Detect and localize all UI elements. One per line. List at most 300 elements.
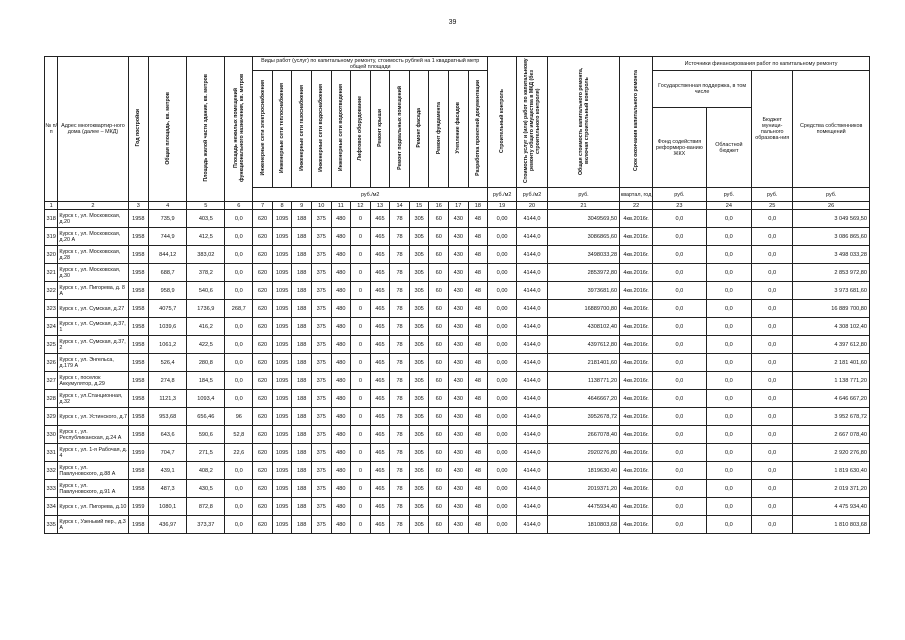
total-area-cell: 1080,1 (149, 498, 187, 516)
work-cost-cell: 620 (253, 246, 273, 264)
regional-cell: 0,0 (706, 390, 751, 408)
header-own: Средства собственников помещений (793, 71, 870, 188)
work-cost-cell: 430 (449, 516, 469, 534)
header-term: Срок окончания капитального ремонта (620, 57, 653, 188)
regional-cell: 0,0 (706, 462, 751, 480)
table-row (45, 354, 870, 372)
construction-control-cell: 0,00 (488, 228, 517, 246)
work-cost-cell: 78 (390, 372, 410, 390)
work-cost-cell: 430 (449, 246, 469, 264)
work-cost-cell: 375 (311, 210, 331, 228)
address-cell: Курск г., ул. Павлуновского, д.88 А (58, 462, 128, 480)
table-row (45, 264, 870, 282)
term-cell: 4кв.2016г. (620, 372, 653, 390)
column-number: 12 (351, 202, 371, 210)
year-cell: 1958 (128, 246, 149, 264)
table-row (45, 318, 870, 336)
fund-cell: 0,0 (653, 264, 707, 282)
work-cost-cell: 60 (429, 498, 449, 516)
construction-control-cell: 0,00 (488, 444, 517, 462)
work-cost-cell: 78 (390, 336, 410, 354)
term-cell: 4кв.2016г. (620, 462, 653, 480)
work-cost-cell: 78 (390, 516, 410, 534)
header-fund: Фонд содействия реформиро-ванию ЖКХ (653, 108, 707, 188)
work-cost-cell: 480 (331, 318, 351, 336)
work-cost-cell: 620 (253, 300, 273, 318)
construction-control-cell: 0,00 (488, 300, 517, 318)
column-number: 10 (311, 202, 331, 210)
header-work-7: Ремонт подвальных помещений (390, 71, 410, 188)
year-cell: 1958 (128, 516, 149, 534)
own-funds-cell: 4 646 667,20 (793, 390, 870, 408)
header-works-group: Виды работ (услуг) по капитальному ремонту, стоимость рублей на 1 квадратный метр общей площади (253, 57, 488, 71)
work-cost-cell: 0 (351, 516, 371, 534)
term-cell: 4кв.2016г. (620, 318, 653, 336)
municipal-cell: 0,0 (752, 264, 793, 282)
living-area-cell: 184,5 (187, 372, 225, 390)
table-row (45, 228, 870, 246)
work-cost-cell: 480 (331, 390, 351, 408)
work-cost-cell: 1095 (272, 462, 292, 480)
table-row (45, 408, 870, 426)
work-cost-cell: 48 (468, 228, 488, 246)
work-cost-cell: 430 (449, 426, 469, 444)
work-cost-cell: 375 (311, 498, 331, 516)
living-area-cell: 412,5 (187, 228, 225, 246)
construction-control-cell: 0,00 (488, 354, 517, 372)
address-cell: Курск г., ул. Пигорева, д. 8 А (58, 282, 128, 300)
column-number: 1 (45, 202, 58, 210)
work-cost-cell: 465 (370, 336, 390, 354)
living-area-cell: 430,5 (187, 480, 225, 498)
work-cost-cell: 188 (292, 210, 312, 228)
work-cost-cell: 305 (409, 480, 429, 498)
work-cost-cell: 60 (429, 336, 449, 354)
own-funds-cell: 2 181 401,60 (793, 354, 870, 372)
row-number: 319 (45, 228, 58, 246)
year-cell: 1958 (128, 336, 149, 354)
fund-cell: 0,0 (653, 372, 707, 390)
work-cost-cell: 480 (331, 372, 351, 390)
work-cost-cell: 188 (292, 390, 312, 408)
column-number: 7 (253, 202, 273, 210)
column-number: 20 (517, 202, 548, 210)
construction-control-cell: 0,00 (488, 336, 517, 354)
work-cost-cell: 188 (292, 372, 312, 390)
total-cost-cell: 2667078,40 (547, 426, 619, 444)
year-cell: 1958 (128, 210, 149, 228)
max-cost-cell: 4144,0 (517, 228, 548, 246)
address-cell: Курск г., ул. Московская, д.20 (58, 210, 128, 228)
work-cost-cell: 430 (449, 228, 469, 246)
municipal-cell: 0,0 (752, 318, 793, 336)
total-cost-cell: 3049569,50 (547, 210, 619, 228)
work-cost-cell: 78 (390, 246, 410, 264)
own-funds-cell: 3 952 678,72 (793, 408, 870, 426)
work-cost-cell: 305 (409, 336, 429, 354)
work-cost-cell: 305 (409, 444, 429, 462)
term-cell: 4кв.2016г. (620, 426, 653, 444)
work-cost-cell: 48 (468, 390, 488, 408)
regional-cell: 0,0 (706, 228, 751, 246)
work-cost-cell: 305 (409, 408, 429, 426)
work-cost-cell: 0 (351, 336, 371, 354)
header-total-area: Общая площадь, кв. метров (149, 57, 187, 202)
nonliving-area-cell: 96 (225, 408, 253, 426)
term-cell: 4кв.2016г. (620, 210, 653, 228)
column-number: 11 (331, 202, 351, 210)
municipal-cell: 0,0 (752, 462, 793, 480)
work-cost-cell: 305 (409, 300, 429, 318)
work-cost-cell: 188 (292, 300, 312, 318)
construction-control-cell: 0,00 (488, 318, 517, 336)
work-cost-cell: 48 (468, 210, 488, 228)
living-area-cell: 378,2 (187, 264, 225, 282)
work-cost-cell: 465 (370, 282, 390, 300)
work-cost-cell: 465 (370, 354, 390, 372)
work-cost-cell: 430 (449, 372, 469, 390)
row-number: 322 (45, 282, 58, 300)
term-cell: 4кв.2016г. (620, 408, 653, 426)
work-cost-cell: 60 (429, 426, 449, 444)
header-work-8: Ремонт фасада (409, 71, 429, 188)
column-number: 22 (620, 202, 653, 210)
work-cost-cell: 188 (292, 264, 312, 282)
row-number: 329 (45, 408, 58, 426)
work-cost-cell: 465 (370, 264, 390, 282)
header-address: Адрес многоквартир-ного дома (далее – МКД) (58, 57, 128, 202)
total-cost-cell: 3498033,28 (547, 246, 619, 264)
fund-cell: 0,0 (653, 210, 707, 228)
row-number: 327 (45, 372, 58, 390)
table-row (45, 444, 870, 462)
term-cell: 4кв.2016г. (620, 246, 653, 264)
work-cost-cell: 480 (331, 282, 351, 300)
work-cost-cell: 0 (351, 462, 371, 480)
total-cost-cell: 4397612,80 (547, 336, 619, 354)
term-cell: 4кв.2016г. (620, 228, 653, 246)
work-cost-cell: 465 (370, 480, 390, 498)
column-number: 3 (128, 202, 149, 210)
own-funds-cell: 1 138 771,20 (793, 372, 870, 390)
work-cost-cell: 480 (331, 426, 351, 444)
work-cost-cell: 1095 (272, 228, 292, 246)
work-cost-cell: 430 (449, 318, 469, 336)
work-cost-cell: 48 (468, 408, 488, 426)
row-number: 334 (45, 498, 58, 516)
max-cost-cell: 4144,0 (517, 372, 548, 390)
construction-control-cell: 0,00 (488, 462, 517, 480)
header-regional-unit: руб. (706, 188, 751, 202)
max-cost-cell: 4144,0 (517, 390, 548, 408)
work-cost-cell: 430 (449, 462, 469, 480)
work-cost-cell: 188 (292, 282, 312, 300)
max-cost-cell: 4144,0 (517, 354, 548, 372)
own-funds-cell: 2 920 276,80 (793, 444, 870, 462)
row-number: 326 (45, 354, 58, 372)
table-row (45, 498, 870, 516)
address-cell: Курск г., ул. Пигорева, д.10 (58, 498, 128, 516)
nonliving-area-cell: 0,0 (225, 354, 253, 372)
term-cell: 4кв.2016г. (620, 354, 653, 372)
work-cost-cell: 48 (468, 444, 488, 462)
work-cost-cell: 0 (351, 264, 371, 282)
work-cost-cell: 480 (331, 246, 351, 264)
regional-cell: 0,0 (706, 264, 751, 282)
total-area-cell: 704,7 (149, 444, 187, 462)
fund-cell: 0,0 (653, 318, 707, 336)
work-cost-cell: 465 (370, 408, 390, 426)
header-work-0: Инженерные сети электроснабжения (253, 71, 273, 188)
work-cost-cell: 1095 (272, 210, 292, 228)
nonliving-area-cell: 0,0 (225, 498, 253, 516)
municipal-cell: 0,0 (752, 498, 793, 516)
work-cost-cell: 620 (253, 210, 273, 228)
municipal-cell: 0,0 (752, 444, 793, 462)
work-cost-cell: 305 (409, 372, 429, 390)
work-cost-cell: 620 (253, 354, 273, 372)
year-cell: 1958 (128, 408, 149, 426)
regional-cell: 0,0 (706, 282, 751, 300)
max-cost-cell: 4144,0 (517, 282, 548, 300)
max-cost-cell: 4144,0 (517, 336, 548, 354)
work-cost-cell: 188 (292, 246, 312, 264)
fund-cell: 0,0 (653, 300, 707, 318)
work-cost-cell: 1095 (272, 426, 292, 444)
work-cost-cell: 78 (390, 480, 410, 498)
address-cell: Курск г., ул. Павлуновского, д.91 А (58, 480, 128, 498)
own-funds-cell: 4 475 934,40 (793, 498, 870, 516)
work-cost-cell: 480 (331, 264, 351, 282)
living-area-cell: 416,2 (187, 318, 225, 336)
total-area-cell: 274,8 (149, 372, 187, 390)
work-cost-cell: 620 (253, 390, 273, 408)
work-cost-cell: 1095 (272, 354, 292, 372)
total-area-cell: 1039,6 (149, 318, 187, 336)
max-cost-cell: 4144,0 (517, 408, 548, 426)
work-cost-cell: 1095 (272, 444, 292, 462)
work-cost-cell: 0 (351, 444, 371, 462)
max-cost-cell: 4144,0 (517, 318, 548, 336)
max-cost-cell: 4144,0 (517, 246, 548, 264)
max-cost-cell: 4144,0 (517, 264, 548, 282)
work-cost-cell: 48 (468, 372, 488, 390)
term-cell: 4кв.2016г. (620, 264, 653, 282)
column-number: 24 (706, 202, 751, 210)
fund-cell: 0,0 (653, 336, 707, 354)
table-row (45, 282, 870, 300)
work-cost-cell: 430 (449, 408, 469, 426)
work-cost-cell: 620 (253, 372, 273, 390)
work-cost-cell: 60 (429, 372, 449, 390)
work-cost-cell: 48 (468, 264, 488, 282)
work-cost-cell: 480 (331, 480, 351, 498)
fund-cell: 0,0 (653, 246, 707, 264)
work-cost-cell: 78 (390, 426, 410, 444)
work-cost-cell: 48 (468, 462, 488, 480)
work-cost-cell: 375 (311, 390, 331, 408)
work-cost-cell: 60 (429, 300, 449, 318)
work-cost-cell: 60 (429, 462, 449, 480)
term-cell: 4кв.2016г. (620, 282, 653, 300)
column-number: 15 (409, 202, 429, 210)
regional-cell: 0,0 (706, 210, 751, 228)
total-area-cell: 844,12 (149, 246, 187, 264)
work-cost-cell: 620 (253, 264, 273, 282)
address-cell: Курск г., ул. Сумская, д.37, 2 (58, 336, 128, 354)
fund-cell: 0,0 (653, 408, 707, 426)
row-number: 333 (45, 480, 58, 498)
address-cell: Курск г., ул. Московская, д.30 (58, 264, 128, 282)
work-cost-cell: 1095 (272, 516, 292, 534)
work-cost-cell: 188 (292, 426, 312, 444)
nonliving-area-cell: 0,0 (225, 372, 253, 390)
work-cost-cell: 375 (311, 336, 331, 354)
work-cost-cell: 430 (449, 480, 469, 498)
work-cost-cell: 620 (253, 444, 273, 462)
work-cost-cell: 78 (390, 282, 410, 300)
construction-control-cell: 0,00 (488, 426, 517, 444)
regional-cell: 0,0 (706, 426, 751, 444)
work-cost-cell: 480 (331, 300, 351, 318)
table-row (45, 426, 870, 444)
work-cost-cell: 1095 (272, 246, 292, 264)
work-cost-cell: 375 (311, 426, 331, 444)
work-cost-cell: 465 (370, 498, 390, 516)
row-number: 320 (45, 246, 58, 264)
total-cost-cell: 3086865,60 (547, 228, 619, 246)
header-work-11: Разработка проектной документации (468, 71, 488, 188)
nonliving-area-cell: 0,0 (225, 228, 253, 246)
regional-cell: 0,0 (706, 318, 751, 336)
work-cost-cell: 620 (253, 426, 273, 444)
work-cost-cell: 0 (351, 210, 371, 228)
living-area-cell: 422,5 (187, 336, 225, 354)
max-cost-cell: 4144,0 (517, 498, 548, 516)
column-number: 9 (292, 202, 312, 210)
work-cost-cell: 78 (390, 300, 410, 318)
work-cost-cell: 188 (292, 354, 312, 372)
column-number: 16 (429, 202, 449, 210)
max-cost-cell: 4144,0 (517, 210, 548, 228)
total-area-cell: 526,4 (149, 354, 187, 372)
column-number: 23 (653, 202, 707, 210)
construction-control-cell: 0,00 (488, 372, 517, 390)
row-number: 335 (45, 516, 58, 534)
work-cost-cell: 78 (390, 390, 410, 408)
municipal-cell: 0,0 (752, 282, 793, 300)
regional-cell: 0,0 (706, 246, 751, 264)
max-cost-cell: 4144,0 (517, 462, 548, 480)
address-cell: Курск г., ул. 1-я Рабочая, д. 4 (58, 444, 128, 462)
address-cell: Курск г., ул. Сумская, д.27 (58, 300, 128, 318)
construction-control-cell: 0,00 (488, 390, 517, 408)
work-cost-cell: 620 (253, 516, 273, 534)
row-number: 323 (45, 300, 58, 318)
term-cell: 4кв.2016г. (620, 480, 653, 498)
work-cost-cell: 465 (370, 300, 390, 318)
work-cost-cell: 375 (311, 462, 331, 480)
header-construction-control: Строительный контроль (488, 57, 517, 188)
row-number: 332 (45, 462, 58, 480)
work-cost-cell: 305 (409, 354, 429, 372)
municipal-cell: 0,0 (752, 390, 793, 408)
work-cost-cell: 480 (331, 210, 351, 228)
work-cost-cell: 0 (351, 246, 371, 264)
work-cost-cell: 188 (292, 480, 312, 498)
term-cell: 4кв.2016г. (620, 516, 653, 534)
regional-cell: 0,0 (706, 354, 751, 372)
work-cost-cell: 48 (468, 300, 488, 318)
address-cell: Курск г., поселок Аккумулятор, д.29 (58, 372, 128, 390)
work-cost-cell: 375 (311, 444, 331, 462)
work-cost-cell: 60 (429, 516, 449, 534)
total-cost-cell: 2019371,20 (547, 480, 619, 498)
total-cost-cell: 1810803,68 (547, 516, 619, 534)
work-cost-cell: 430 (449, 444, 469, 462)
work-cost-cell: 0 (351, 426, 371, 444)
table-row (45, 480, 870, 498)
nonliving-area-cell: 0,0 (225, 210, 253, 228)
construction-control-cell: 0,00 (488, 498, 517, 516)
fund-cell: 0,0 (653, 282, 707, 300)
regional-cell: 0,0 (706, 372, 751, 390)
work-cost-cell: 1095 (272, 300, 292, 318)
table-row (45, 210, 870, 228)
regional-cell: 0,0 (706, 516, 751, 534)
work-cost-cell: 620 (253, 480, 273, 498)
work-cost-cell: 1095 (272, 480, 292, 498)
work-cost-cell: 465 (370, 318, 390, 336)
living-area-cell: 590,6 (187, 426, 225, 444)
municipal-cell: 0,0 (752, 408, 793, 426)
municipal-cell: 0,0 (752, 354, 793, 372)
work-cost-cell: 620 (253, 408, 273, 426)
work-cost-cell: 375 (311, 354, 331, 372)
header-municipal-unit: руб. (752, 188, 793, 202)
own-funds-cell: 3 973 681,60 (793, 282, 870, 300)
header-work-6: Ремонт крыши (370, 71, 390, 188)
year-cell: 1959 (128, 444, 149, 462)
living-area-cell: 383,02 (187, 246, 225, 264)
term-cell: 4кв.2016г. (620, 390, 653, 408)
work-cost-cell: 78 (390, 408, 410, 426)
work-cost-cell: 60 (429, 480, 449, 498)
work-cost-cell: 430 (449, 300, 469, 318)
work-cost-cell: 375 (311, 282, 331, 300)
work-cost-cell: 430 (449, 210, 469, 228)
total-area-cell: 4075,7 (149, 300, 187, 318)
work-cost-cell: 305 (409, 264, 429, 282)
municipal-cell: 0,0 (752, 210, 793, 228)
nonliving-area-cell: 0,0 (225, 390, 253, 408)
header-year: Год постройки (128, 57, 149, 202)
work-cost-cell: 305 (409, 282, 429, 300)
work-cost-cell: 480 (331, 498, 351, 516)
year-cell: 1958 (128, 390, 149, 408)
work-cost-cell: 60 (429, 354, 449, 372)
repair-program-table (44, 56, 870, 534)
max-cost-cell: 4144,0 (517, 426, 548, 444)
fund-cell: 0,0 (653, 480, 707, 498)
work-cost-cell: 188 (292, 228, 312, 246)
nonliving-area-cell: 22,6 (225, 444, 253, 462)
work-cost-cell: 430 (449, 336, 469, 354)
work-cost-cell: 1095 (272, 318, 292, 336)
total-area-cell: 643,6 (149, 426, 187, 444)
nonliving-area-cell: 0,0 (225, 246, 253, 264)
year-cell: 1958 (128, 462, 149, 480)
